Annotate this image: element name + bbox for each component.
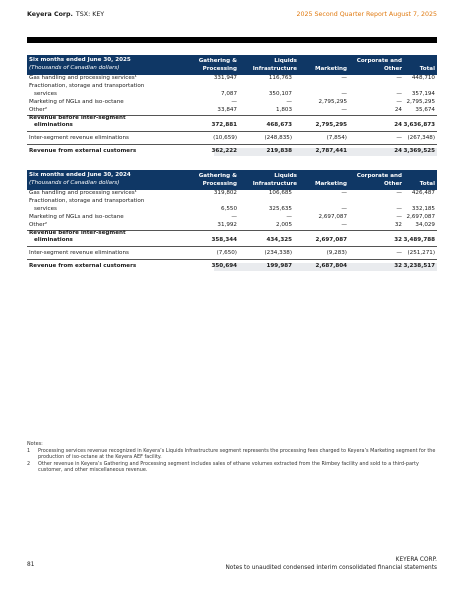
- table-cell: —: [396, 75, 402, 81]
- column-header: Gathering & Processing: [198, 173, 237, 187]
- table-cell: 3,369,525: [403, 148, 435, 155]
- table-cell: 357,194: [411, 90, 435, 97]
- table-title-block: [29, 57, 131, 72]
- table-cell: 35,674: [415, 106, 435, 113]
- table-cell: —: [396, 190, 402, 196]
- table-row: [27, 135, 437, 143]
- table-cell: 24: [394, 122, 402, 129]
- column-header: Corporate and Other: [356, 58, 402, 72]
- footer-company: KEYERA CORP.: [395, 557, 437, 563]
- table-cell: (248,835): [264, 135, 292, 142]
- table-cell: 448,710: [411, 75, 435, 81]
- table-row: [27, 122, 437, 130]
- segment-table: [27, 55, 437, 158]
- column-header: Gathering & Processing: [198, 58, 237, 72]
- table-cell: 350,694: [211, 263, 237, 270]
- table-cell: (251,271): [407, 250, 435, 257]
- column-header: Liquids Infrastructure: [252, 58, 297, 72]
- table-cell: —: [396, 98, 402, 105]
- column-header: Marketing: [314, 180, 347, 187]
- table-cell: 7,087: [220, 90, 237, 97]
- table-cell: 24: [394, 106, 402, 113]
- footer-document-title: Notes to unaudited condensed interim consolidated financial statements: [225, 565, 437, 571]
- table-cell: (234,338): [264, 250, 292, 257]
- table-cell: (267,348): [407, 135, 435, 142]
- note-number: 1: [27, 447, 31, 454]
- table-row: [27, 263, 437, 271]
- table-cell: 2,787,441: [315, 148, 347, 155]
- ticker-symbol: TSX: KEY: [75, 11, 105, 18]
- page-header: [27, 11, 437, 23]
- table-cell: 3,636,873: [403, 122, 435, 129]
- table-row: [27, 198, 437, 206]
- row-separator: [27, 259, 437, 260]
- table-cell: 332,185: [411, 205, 435, 212]
- table-cell: —: [286, 213, 292, 220]
- table-body: [27, 190, 437, 273]
- table-row: [27, 230, 437, 238]
- table-cell: —: [341, 75, 347, 81]
- note-2: [27, 461, 437, 474]
- table-cell: —: [341, 90, 347, 97]
- table-cell: 372,881: [211, 122, 237, 129]
- table-title: Six months ended June 30, 2025: [29, 57, 131, 63]
- table-cell: 350,107: [268, 90, 292, 97]
- table-cell: 32: [394, 237, 402, 244]
- table-cell: 116,763: [268, 75, 292, 81]
- row-label: Marketing of NGLs and iso-octane: [29, 98, 124, 105]
- table-cell: 325,635: [268, 205, 292, 212]
- notes-section: [27, 441, 437, 474]
- row-separator: [27, 144, 437, 145]
- table-cell: —: [231, 98, 237, 105]
- table-subtitle: (Thousands of Canadian dollars): [29, 179, 120, 186]
- header-company-block: [27, 11, 104, 18]
- header-rule: [27, 37, 437, 43]
- column-header: Liquids Infrastructure: [252, 173, 297, 187]
- table-cell: (7,854): [326, 135, 347, 142]
- table-cell: 434,325: [266, 237, 292, 244]
- table-subtitle: (Thousands of Canadian dollars): [29, 64, 120, 71]
- row-label: Revenue from external customers: [29, 148, 137, 155]
- table-cell: 3,238,517: [403, 263, 435, 270]
- row-label: Other²: [29, 221, 48, 228]
- table-cell: 2,795,295: [315, 122, 347, 129]
- table-cell: 33,847: [217, 106, 237, 113]
- table-cell: —: [396, 90, 402, 97]
- table-row: [27, 75, 437, 83]
- segment-table: [27, 170, 437, 273]
- table-cell: 32: [394, 221, 402, 228]
- page-number: 81: [27, 562, 35, 568]
- note-text: Other revenue in Keyera’s Gathering and Processing segment includes sales of ethane volumes extracted from the Rimbey facility and sold to a third-party customer, and other miscellaneous revenue.: [38, 460, 419, 474]
- table-cell: —: [396, 213, 402, 220]
- table-cell: 362,222: [211, 148, 237, 155]
- row-label: Marketing of NGLs and iso-octane: [29, 213, 124, 220]
- table-cell: 24: [394, 148, 402, 155]
- row-label: Inter-segment revenue eliminations: [29, 135, 129, 142]
- table-cell: (9,283): [326, 250, 347, 257]
- table-cell: —: [341, 221, 347, 228]
- row-label: Revenue from external customers: [29, 263, 137, 270]
- table-title-block: [29, 172, 131, 187]
- table-cell: 3,489,788: [403, 237, 435, 244]
- table-row: [27, 250, 437, 258]
- column-header: Marketing: [314, 65, 347, 72]
- table-header: [27, 170, 437, 190]
- column-header: Corporate and Other: [356, 173, 402, 187]
- table-cell: 219,838: [266, 148, 292, 155]
- row-label: Fractionation, storage and transportation: [29, 82, 145, 89]
- table-header: [27, 55, 437, 75]
- table-cell: (10,659): [213, 135, 237, 142]
- table-cell: 2,697,087: [318, 213, 347, 220]
- row-label: Other²: [29, 106, 48, 113]
- table-cell: —: [231, 213, 237, 220]
- table-cell: 2,687,804: [315, 263, 347, 270]
- table-cell: —: [396, 135, 402, 142]
- row-separator: [27, 131, 437, 132]
- row-label: Revenue before inter-segment: [29, 229, 126, 236]
- table-cell: —: [396, 250, 402, 257]
- note-number: 2: [27, 460, 31, 467]
- table-row: [27, 206, 437, 214]
- table-cell: —: [341, 106, 347, 113]
- table-row: [27, 99, 437, 107]
- table-row: [27, 237, 437, 245]
- table-row: [27, 222, 437, 230]
- table-cell: 1,803: [275, 106, 292, 113]
- table-cell: 32: [394, 263, 402, 270]
- company-name: Keyera Corp.: [27, 11, 73, 18]
- row-label: Fractionation, storage and transportation: [29, 197, 145, 204]
- table-cell: 2,795,295: [406, 98, 435, 105]
- table-cell: 2,697,087: [406, 213, 435, 220]
- column-header: Total: [419, 180, 435, 187]
- table-cell: 358,344: [211, 237, 237, 244]
- table-cell: 106,685: [268, 190, 292, 196]
- note-1: [27, 448, 437, 461]
- row-label: Gas handling and processing services¹: [29, 75, 137, 81]
- column-header: Total: [419, 65, 435, 72]
- table-cell: (7,650): [216, 250, 237, 257]
- table-row: [27, 91, 437, 99]
- table-row: [27, 214, 437, 222]
- table-cell: 2,697,087: [315, 237, 347, 244]
- table-cell: 319,802: [213, 190, 237, 196]
- table-title: Six months ended June 30, 2024: [29, 172, 131, 178]
- table-cell: 426,487: [411, 190, 435, 196]
- table-row: [27, 115, 437, 123]
- table-cell: 331,947: [213, 75, 237, 81]
- report-title: 2025 Second Quarter Report August 7, 2025: [296, 11, 437, 18]
- table-row: [27, 107, 437, 115]
- table-cell: —: [341, 190, 347, 196]
- row-label: services: [34, 90, 57, 97]
- table-cell: 34,029: [415, 221, 435, 228]
- row-label: Inter-segment revenue eliminations: [29, 250, 129, 257]
- table-cell: 199,987: [266, 263, 292, 270]
- row-label: eliminations: [34, 122, 73, 129]
- table-cell: 468,673: [266, 122, 292, 129]
- row-label: services: [34, 205, 57, 212]
- table-cell: —: [396, 205, 402, 212]
- table-row: [27, 190, 437, 198]
- table-body: [27, 75, 437, 158]
- table-cell: —: [286, 98, 292, 105]
- row-separator: [27, 246, 437, 247]
- table-row: [27, 83, 437, 91]
- row-label: Gas handling and processing services¹: [29, 190, 137, 196]
- footer-right: [225, 556, 437, 572]
- table-cell: 6,550: [220, 205, 237, 212]
- table-row: [27, 148, 437, 156]
- table-cell: —: [341, 205, 347, 212]
- table-cell: 2,795,295: [318, 98, 347, 105]
- table-cell: 2,005: [275, 221, 292, 228]
- table-cell: 31,992: [217, 221, 237, 228]
- row-label: Revenue before inter-segment: [29, 114, 126, 121]
- row-label: eliminations: [34, 237, 73, 244]
- notes-heading: Notes:: [27, 441, 43, 447]
- note-text: Processing services revenue recognized in Keyera’s Liquids Infrastructure segment represents the processing fees charged to Keyera’s Marketing segment for the production of iso-octane at the Keyera AEF facility.: [38, 447, 436, 461]
